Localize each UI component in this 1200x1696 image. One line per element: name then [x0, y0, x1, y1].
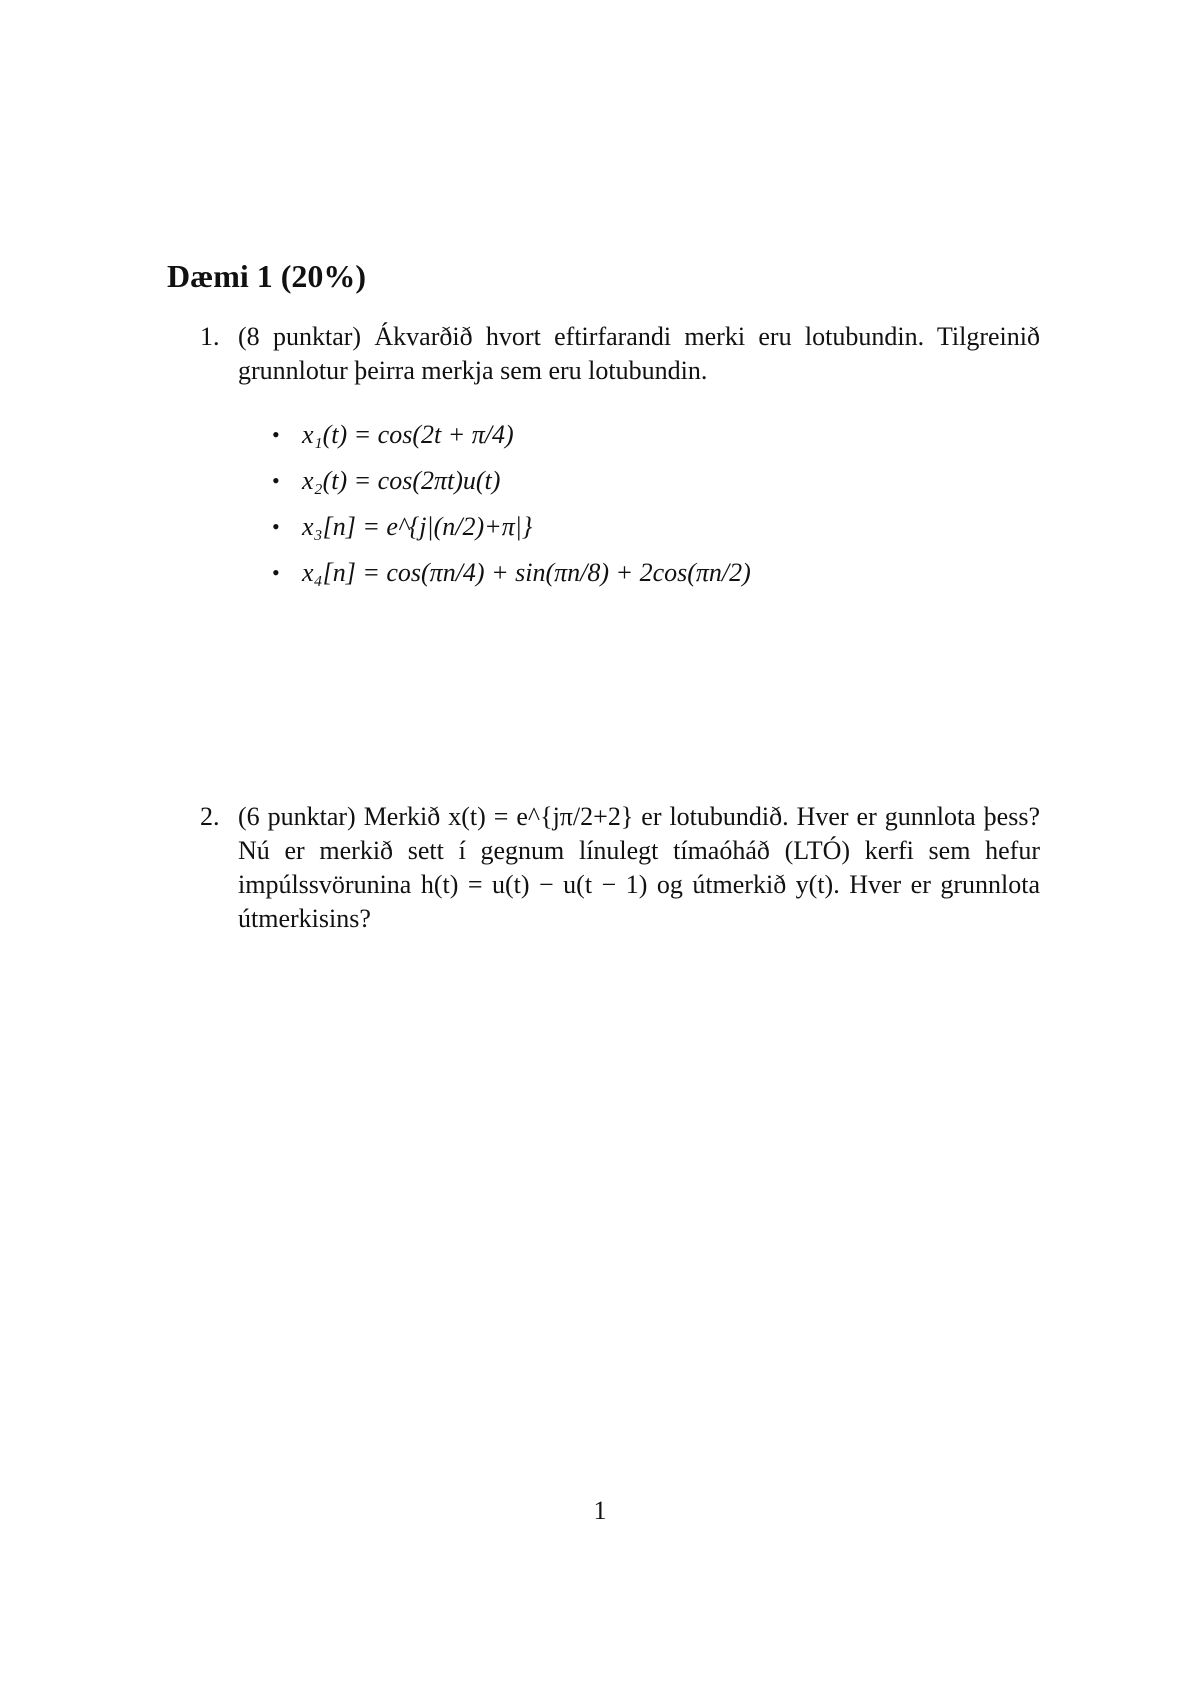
signal-x1: x₁(t) = cos(2t + π/4)	[302, 420, 514, 449]
signal-item	[272, 458, 751, 504]
signal-x3: x₃[n] = e^{j|(n/2)+π|}	[302, 512, 533, 541]
problem-1-number: 1.	[200, 322, 220, 351]
signal-x4: x₄[n] = cos(πn/4) + sin(πn/8) + 2cos(πn/2)	[302, 558, 751, 587]
signal-item	[272, 550, 751, 596]
problem-1	[200, 320, 1040, 388]
bullet-icon: •	[272, 468, 280, 493]
bullet-icon: •	[272, 422, 280, 447]
problem-2-number: 2.	[200, 802, 220, 831]
section-heading: Dæmi 1 (20%)	[167, 258, 367, 294]
signal-item	[272, 412, 751, 458]
signal-list	[272, 412, 751, 596]
page-number: 1	[593, 1496, 607, 1525]
problem-1-text: (8 punktar) Ákvarðið hvort eftirfarandi merki eru lotubundin. Tilgreinið grunnlotur þeirra merkja sem eru lotubundin.	[238, 322, 1040, 385]
signal-item	[272, 504, 751, 550]
problem-2-text: (6 punktar) Merkið x(t) = e^{jπ/2+2} er lotubundið. Hver er gunnlota þess? Nú er merkið sett í gegnum línulegt tímaóháð (LTÓ) kerfi sem hefur impúlssvörunina h(t) = u(t) − u(t − 1) og útmerkið y(t). Hver er grunnlota útmerkisins?	[238, 802, 1040, 933]
problem-2	[200, 800, 1040, 936]
bullet-icon: •	[272, 514, 280, 539]
signal-x2: x₂(t) = cos(2πt)u(t)	[302, 466, 501, 495]
bullet-icon: •	[272, 560, 280, 585]
